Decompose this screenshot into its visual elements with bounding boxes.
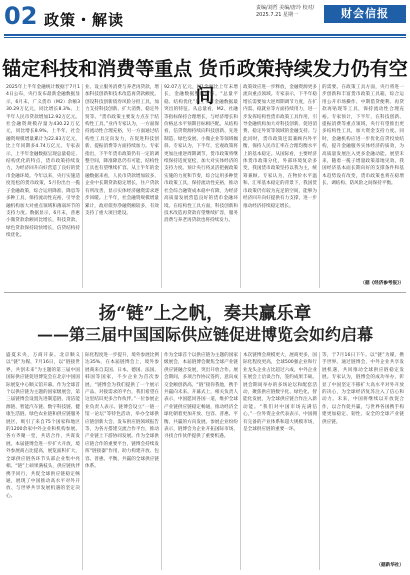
article2-col1: 盛夏未央，万商开泰。北京顺义以“链”为媒，7月16日，以“链接世界，共创未来”为主题的第三届中国国际供应链促进博览会在北京中国国际展览中心顺义馆开幕。作为全球首个以供应链为主题的国家级展会，第三届链博会设置先进制造链、清洁能源链、智能汽车链、数字科技链、健康生活链、绿色农业链和供应链服务展区，吸引了来自75个国家和地区的1200余家中外企业和机构参展。各方齐聚一堂，共话合作，共谋发展。本届链博会进一步扩大开放，境外参展商占比提高，展览面积扩大，全球供应链各环节头部企业集中亮相。“链”上硕果满枝头，供应链伙伴携手同行，共促全球供应链稳定畅通，展现了中国推动高水平对外开放、与世界共享发展机遇的坚定决心。 xyxy=(6,353,80,499)
article1-col2: 业、设立服务消费与养老再贷款，增加科技创新和技术改造再贷款额度。创设科技创新债券风险分担工具，加力支持科技创新、扩大消费、稳定外贸等。“货币政策主要发力点在于结构性工具，”业内专家认为，一方面保持流动性合理充裕，另一方面通过结构性工具定向发力，在促进科技创新、提振消费等方面持续加力。专家指出，下半年货币政策仍有一定的调整空间，降准降息仍有可能，结构性工具也有望继续扩容。从上半年的金融数据来看，人民币贷款增加较多，企业中长期贷款稳定增长，住户贷款有所改善，显示实体经济融资需求逐步回暖。上半年，社会融资规模增量累计，政府债券净融资额较多，有效支持了重大项目建设。 xyxy=(85,85,159,216)
article1-col1: 2025年上半年金融统计数据于7月14日公布，央行发布最新金融数据显示，6月末，广义货币（M2）余额330.29万亿元，同比增长8.3%。上半年人民币贷款增加12.92万亿元。社会融资规模存量为430.22万亿元，同比增长8.9%。上半年，社会融资规模增量累计为22.83万亿元，比上年同期多4.74万亿元。专家表示，上半年金融数据呈现总量稳定、结构优化的特点，货币政策持续发力，为经济回升向好营造了良好的货币金融环境。今年以来，央行实施适度宽松的货币政策，5月份出台一揽子金融政策，综合运用降准、降息等多种工具，保持流动性充裕，引导金融机构加大对重点领域和薄弱环节的支持力度。数据显示，6月末，普惠小微贷款余额同比增长，科技贷款、绿色贷款保持较快增长，信贷结构持续优化。 xyxy=(6,85,80,239)
masthead-rule-thin xyxy=(4,37,406,38)
meta-date: 2025.7.21 星期一 xyxy=(256,12,299,18)
column-divider xyxy=(240,352,241,570)
column-divider xyxy=(161,84,162,288)
article1-credit: （据《经济参考报》） xyxy=(360,281,404,286)
column-divider xyxy=(82,352,83,570)
column-divider xyxy=(240,84,241,288)
column-divider xyxy=(319,352,320,570)
column-divider xyxy=(319,84,320,288)
masthead-rule xyxy=(4,34,406,36)
article2-credit: （据新华社） xyxy=(376,563,404,568)
article2-col4: 本次链博会规模更大，展商更多，国际化程度更高，全球500强企业和行业龙头企业占比超过六成，中外企业在展会上洽谈合作，签约成果丰硕。展会期间举办的多场论坛和配套活动，聚焦供应链数字化、绿色化、智能化发展，为全球供应链合作注入新动能。“我们对中国市场充满信心，”一位外资企业代表表示，中国拥有完备的产业体系和超大规模市场，是全球供应链的重要一环。 xyxy=(243,353,317,433)
paper-meta xyxy=(256,5,314,19)
article2-subheadline: ——第三届中国国际供应链促进博览会如约启幕 xyxy=(36,325,373,344)
meta-editors: 责编/刘哲 美编/唐玲 校对/ xyxy=(256,5,315,11)
article-separator xyxy=(4,292,406,293)
section-number: 02 xyxy=(4,2,38,30)
article2-col2: 际化程度进一步提升，境外参展比例达35%，在本届链博会上，境外参展商来自美国、日本、德国、法国、韩国等国家，不少企业为首次参展。“链博会为我们提供了一个展示产品、对接需求的平台，我们希望在这里结识更多合作伙伴。”一位参展企业负责人表示。链博会设立“一链一馆一论坛”等特色活动，举办全球供应链创新大会、发布供应链领域报告等，为各方搭建交流合作平台，推动产业链上下游协同发展。作为全球供应链合作的重要平台，链博会持续发挥“链接器”作用，助力构建开放、包容、普惠、平衡、共赢的全球供应链体系。 xyxy=(85,353,159,470)
column-divider xyxy=(82,84,83,288)
section-name: 政策・解读 xyxy=(44,11,125,29)
column-divider xyxy=(161,352,162,570)
article2-headline: 扬“链”上之帆，奏共赢乐章 xyxy=(98,304,312,324)
article2-col5: 等，于7月16日下午。以“链”为媒，携手世界。通过链博会，中外企业共享发展机遇，共同推动全球供应链稳定发展。专家认为，链博会的成功举办，彰显了中国坚定不移扩大高水平对外开放的决心，为全球经济复苏注入了信心和动力。未来，中国将继续以开放促合作，以合作促共赢，与世界各国携手构建更加稳定、韧性、安全的全球产业链供应链。 xyxy=(322,353,404,425)
article1-col3: 92.07万亿元，M1余额比上年末增长，金融数据整体向好。“总量平稳、结构优化”是上半年金融数据最突出的特征。从总量看，M2、社融等指标保持合理增长，与经济增长和价格总水平预期目标相匹配。从结构看，信贷资源持续向科技创新、先进制造、绿色发展、小微企业等领域倾斜。专家认为，下半年，宏观政策将更加注重逆周期调节，货币政策将继续保持适度宽松，加大对实体经济的支持力度。预计央行将灵活把握政策实施的力度和节奏，综合运用多种货币政策工具，保持流动性充裕，推动社会综合融资成本稳中有降，为经济高质量发展营造良好的货币金融环境。在结构性工具方面，科技创新和技术改造再贷款有望继续扩容，服务消费与养老再贷款也将持续发力。 xyxy=(164,85,238,224)
article1-headline: 锚定科技和消费等重点 货币政策持续发力仍有空间 xyxy=(2,58,408,107)
article1-col5: 的需要。在政策工具方面，央行将进一步创新和丰富货币政策工具箱，综合运用公开市场操作、中期借贷便利、再贷款再贴现等工具，保持流动性合理充裕。专家预计，下半年，在科技创新、提振消费等重点领域，央行有望推出更多结构性工具，加大资金支持力度。同时，金融机构应进一步优化信贷投放结构，提升金融服务实体经济的质效，为高质量发展注入更多金融动能。展望未来，随着一揽子增量政策落地见效，我国经济基本面长期向好的支撑条件和基本趋势没有改变，货币政策也将在稳增长、调结构、防风险之间保持平衡。 xyxy=(322,85,404,187)
article2-col3: 作为全球首个以供应链为主题的国家级展会，本届链博会聚焦全球产业链供应链融合发展，突出开放合作。展会期间，多项合作协议签约，意向成交金额创新高。“链”接你我他，携手共赢向未来。开幕式上，相关负责人表示，中国愿同各国一道，维护全球产业链供应链稳定畅通，推动经济全球化朝着更加开放、包容、普惠、平衡、共赢的方向发展。参展企业纷纷表示，链博会为企业开拓国际市场、寻找合作伙伴提供了重要机遇。 xyxy=(164,353,238,440)
paper-logo: 财会信报 xyxy=(324,5,406,23)
article1-col4: 政策效应进一步释放，金融资源更多流向重点领域。专家表示，下半年稳增长需要加大逆周期调节力度，在扩内需、稳就业等方面持续用力，进一步发挥结构性货币政策工具作用，引导金融机构加大对科技创新、促进消费、稳定外贸等领域的金融支持。与此同时，货币政策还需兼顾内外平衡，保持人民币汇率在合理均衡水平上的基本稳定。从国际看，主要经济体货币政策分化，外部环境复杂多变，我国货币政策坚持以我为主，统筹兼顾。专家认为，在物价水平温和、汇率基本稳定的背景下，我国货币政策仍有较为充足的空间，能够为经济回升向好提供有力支撑，进一步推动经济持续稳定增长。 xyxy=(243,85,317,209)
